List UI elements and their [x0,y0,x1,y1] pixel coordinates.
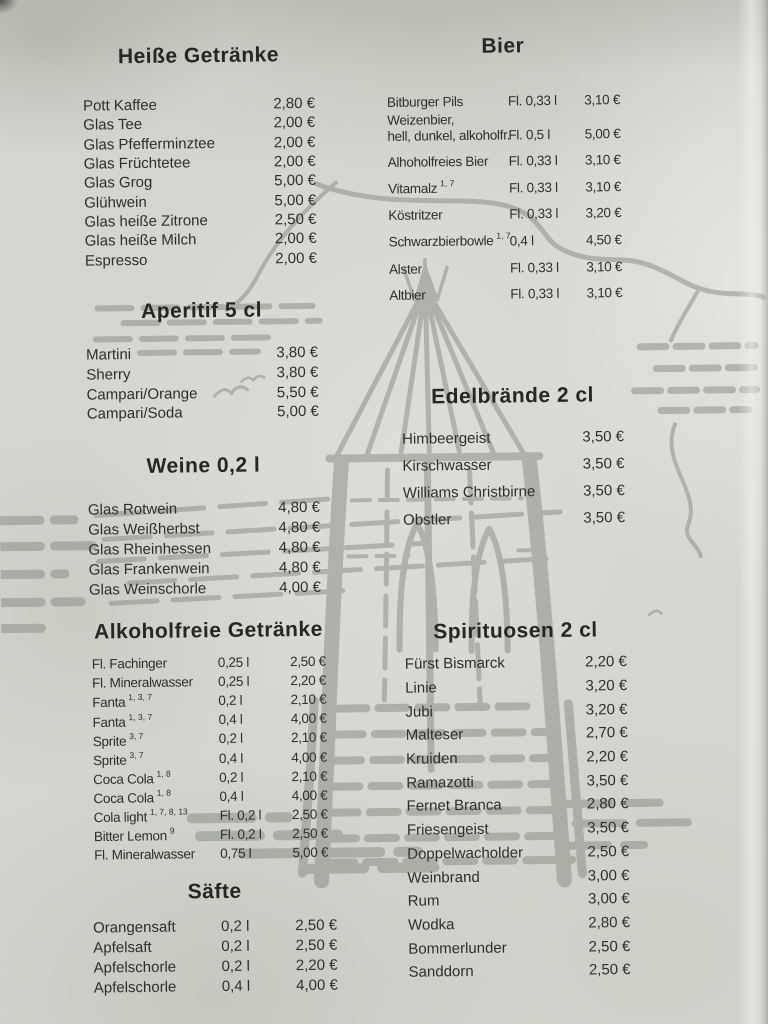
item-name: Glas Rotwein [87,500,178,519]
section-item-list [387,83,623,306]
item-name: Fernet Branca [406,797,502,816]
item-footnote: 9 [169,825,175,836]
menu-item-row [406,745,628,771]
menu-item-row [87,402,319,425]
item-name: Bommerlunder [408,939,507,958]
item-price: 5,00 € [584,125,621,142]
item-price: 4,80 € [278,498,321,516]
item-price: 3,50 € [582,428,625,446]
menu-item-row [405,697,627,723]
item-price: 4,00 € [291,787,328,803]
item-size: 0,2 l [220,918,250,936]
item-name: Altbier [389,287,426,304]
item-price: 5,50 € [276,383,319,402]
section-item-list [92,652,329,865]
item-size: 0,2 l [221,957,251,976]
item-name: Sprite $^{3, 7}$ [92,730,144,749]
item-price: 3,20 € [585,677,628,695]
item-name: Glas heiße Zitrone [84,212,208,231]
item-name: Doppelwacholder [407,844,524,863]
item-price: 2,50 € [274,210,317,229]
item-price: 2,10 € [290,730,327,746]
menu-item-row [389,277,622,306]
item-price: 2,80 € [588,913,631,932]
item-price: 5,00 € [274,191,317,209]
menu-item-row [388,144,621,173]
item-size: 0,4 l [219,788,244,804]
item-name: Fl. Mineralwasser [94,846,195,863]
section-title: Spirituosen 2 cl [433,618,598,644]
item-size: 0,2 l [219,769,244,785]
item-name: Coca Cola $^{1, 8}$ [93,787,172,807]
item-price: 4,00 € [290,711,327,727]
item-price: 3,10 € [584,91,621,108]
item-footnote: 1, 8 [156,768,171,779]
menu-item-row [389,223,622,252]
item-name: Apfelschorle [93,958,177,977]
item-name: Bitburger Pils [386,93,464,110]
item-size: 0,2 l [221,937,250,956]
item-name: Glas Weinschorle [88,579,207,599]
item-price: 2,70 € [585,724,628,742]
menu-item-row [402,450,624,480]
item-name: Weizenbier, hell, dunkel, alkoholfr. [387,111,511,144]
item-name: Glas Frankenwein [88,559,210,579]
item-price: 2,50 € [588,961,631,979]
section-item-list [93,916,338,998]
item-name: Kruiden [405,750,458,768]
item-price: 3,10 € [584,152,621,168]
item-name: Coca Cola $^{1, 8}$ [93,768,171,787]
item-size: Fl. 0,2 l [219,807,262,823]
menu-item-row [403,477,625,507]
item-footnote: 1, 7 [440,178,455,189]
item-size: 0,4 l [218,750,244,766]
item-price: 2,20 € [295,956,338,975]
item-footnote: 1, 3, 7 [128,711,153,722]
item-name: Schwarzbierbowle $^{1, 7}$ [388,230,511,250]
item-name: Glühwein [84,193,147,212]
menu-item-row [94,975,338,998]
item-price: 2,50 € [295,916,338,935]
item-size: 0,2 l [218,692,243,709]
item-name: Pott Kaffee [82,96,158,115]
item-price: 2,20 € [290,672,327,689]
item-footnote: 1, 8 [156,787,172,798]
section-weine [87,453,321,600]
menu-item-row [88,537,320,560]
item-size: Fl. 0,33 l [509,259,559,276]
menu-item-row [403,504,625,534]
item-name: Fl. Fachinger [91,655,167,672]
section-item-list [86,343,319,425]
item-size: Fl. 0,33 l [507,92,557,109]
item-price: 2,00 € [275,249,317,267]
menu-item-row [408,934,630,960]
item-size: Fl. 0,33 l [508,179,558,196]
item-name: Rum [407,892,440,910]
item-name: Apfelsaft [93,939,152,957]
menu-item-row [408,958,630,984]
item-price: 3,20 € [585,700,628,719]
item-name: Sanddorn [408,963,474,982]
item-price: 3,20 € [585,205,622,221]
section-spirituosen [404,618,630,984]
item-price: 3,10 € [585,178,622,195]
menu-item-row [407,840,629,866]
item-size: 0,4 l [218,712,243,728]
item-name: Glas Rheinhessen [88,539,212,559]
item-name: Campari/Soda [86,404,183,424]
item-price: 4,00 € [295,976,338,994]
item-name: Campari/Orange [86,384,198,404]
item-name: Linie [405,679,437,697]
item-name: Glas Grog [83,174,153,192]
item-price: 3,50 € [582,482,625,500]
item-price: 4,00 € [279,578,322,596]
item-name: Alhoholfreies Bier [387,153,489,171]
item-price: 2,10 € [291,768,328,784]
menu-item-row [405,650,627,676]
menu-item-row [407,816,629,842]
item-price: 3,00 € [587,866,630,885]
item-name: Fanta $^{1, 3, 7}$ [92,692,152,711]
item-name: Glas heiße Milch [84,231,197,250]
item-name: Fürst Bismarck [404,654,505,674]
item-size: 0,25 l [217,654,250,671]
item-name: Himbeergeist [402,429,491,448]
item-price: 2,00 € [273,152,316,171]
item-name: Apfelschorle [93,978,177,997]
item-price: 3,80 € [276,363,319,382]
section-item-list [402,423,625,534]
section-item-list [83,94,317,270]
section-title: Aperitif 5 cl [140,298,263,323]
item-price: 2,00 € [274,230,317,248]
item-price: 3,00 € [587,890,630,908]
menu-item-row [406,768,628,794]
item-footnote: 1, 7 [496,230,511,242]
item-price: 5,00 € [274,172,317,190]
item-footnote: 3, 7 [129,730,144,741]
section-title: Alkoholfreie Getränke [93,617,323,644]
item-footnote: 3, 7 [129,749,144,760]
section-item-list [405,650,631,984]
item-name: Weinbrand [407,868,480,887]
item-name: Sprite $^{3, 7}$ [92,749,144,768]
item-name: Espresso [84,251,148,270]
menu-item-row [408,887,630,913]
section-title: Weine 0,2 l [146,453,261,478]
menu-item-row [389,250,622,279]
item-price: 5,00 € [292,844,329,861]
menu-item-row [406,721,628,747]
item-name: Kirschwasser [402,456,492,475]
section-bier [386,33,622,306]
item-name: Orangensaft [92,918,176,937]
item-name: Malteser [405,726,464,745]
section-title: Bier [481,34,525,58]
item-size: Fl. 0,33 l [510,286,560,302]
item-name: Friesengeist [406,820,489,839]
item-price: 2,50 € [588,937,631,956]
menu-item-row [406,792,628,818]
item-price: 3,50 € [582,455,625,473]
section-alkoholfreie-getraenke [91,618,328,865]
item-price: 4,50 € [585,232,622,248]
item-size: Fl. 0,5 l [508,126,551,143]
item-price: 3,50 € [583,509,626,527]
item-name: Williams Christbirne [402,483,536,502]
section-item-list [88,497,321,600]
item-name: Sherry [86,366,131,384]
section-title: Edelbrände 2 cl [431,383,595,409]
item-price: 3,80 € [276,344,319,362]
menu-item-row [405,674,627,700]
item-name: Jubi [405,703,434,721]
item-name: Martini [85,346,132,364]
menu-item-row [387,110,620,147]
item-price: 3,50 € [587,819,629,837]
item-name: Glas Tee [83,116,143,135]
item-price: 2,80 € [273,94,316,113]
item-name: Glas Früchtetee [83,154,191,173]
section-title: Heiße Getränke [117,43,280,69]
item-price: 4,80 € [278,518,321,536]
item-size: Fl. 0,2 l [219,826,262,842]
section-saefte [92,879,337,998]
item-name: Wodka [407,916,455,934]
section-edelbraende [401,383,625,534]
item-price: 4,80 € [278,538,321,556]
item-name: Obstler [402,511,452,529]
menu-item-row [402,423,624,453]
section-aperitif [85,298,318,425]
item-price: 2,50 € [587,842,630,861]
item-price: 3,10 € [586,285,623,301]
item-name: Fl. Mineralwasser [91,674,193,691]
item-name: Glas Pfefferminztee [83,134,216,154]
item-price: 3,10 € [586,258,623,275]
item-price: 2,50 € [292,825,329,842]
menu-item-row [94,843,328,865]
item-price: 4,80 € [278,558,321,576]
menu-item-row [387,83,620,112]
menu-item-row [88,517,320,540]
item-price: 2,80 € [586,795,629,814]
item-price: 2,20 € [585,653,627,671]
item-size: 0,4 l [509,233,534,249]
item-size: Fl. 0,33 l [508,153,558,169]
item-price: 5,00 € [276,403,319,421]
item-price: 4,00 € [291,749,328,765]
item-footnote: 1, 7, 8, 13 [149,806,188,817]
item-price: 2,50 € [289,653,326,670]
section-title: Säfte [187,879,242,904]
menu-item-row [388,197,621,226]
item-name-line2: hell, dunkel, alkoholfr. [387,127,511,144]
item-name: Glas Weißherbst [88,519,200,539]
menu-item-row [408,911,630,937]
menu-item-row [85,248,317,270]
item-footnote: 1, 3, 7 [128,692,152,703]
item-name: Bitter Lemon $^9$ [93,825,175,845]
item-name: Cola light $^{1, 7, 8, 13}$ [93,806,188,826]
menu-item-row [89,577,321,600]
item-price: 2,10 € [290,691,327,708]
item-name: Vitamalz $^{1, 7}$ [387,178,455,197]
item-size: 0,2 l [218,731,243,747]
item-name: Fanta $^{1, 3, 7}$ [92,711,153,730]
item-price: 2,00 € [273,114,316,132]
item-size: Fl. 0,33 l [509,206,559,222]
menu-item-row [88,497,320,520]
item-size: 0,75 l [220,845,252,862]
item-price: 3,50 € [586,771,629,790]
item-name: Köstritzer [388,207,443,224]
item-price: 2,20 € [586,748,629,766]
item-size: 0,4 l [221,977,251,995]
menu-item-row [388,170,621,199]
item-price: 2,00 € [273,133,316,152]
menu-item-row [407,863,629,889]
item-price: 2,50 € [291,806,328,822]
item-name: Ramazotti [406,773,474,792]
item-price: 2,50 € [295,936,338,955]
menu-item-row [89,557,321,580]
section-heisse-getraenke [82,43,317,270]
item-size: 0,25 l [217,673,250,690]
item-name: Alster [388,261,422,277]
